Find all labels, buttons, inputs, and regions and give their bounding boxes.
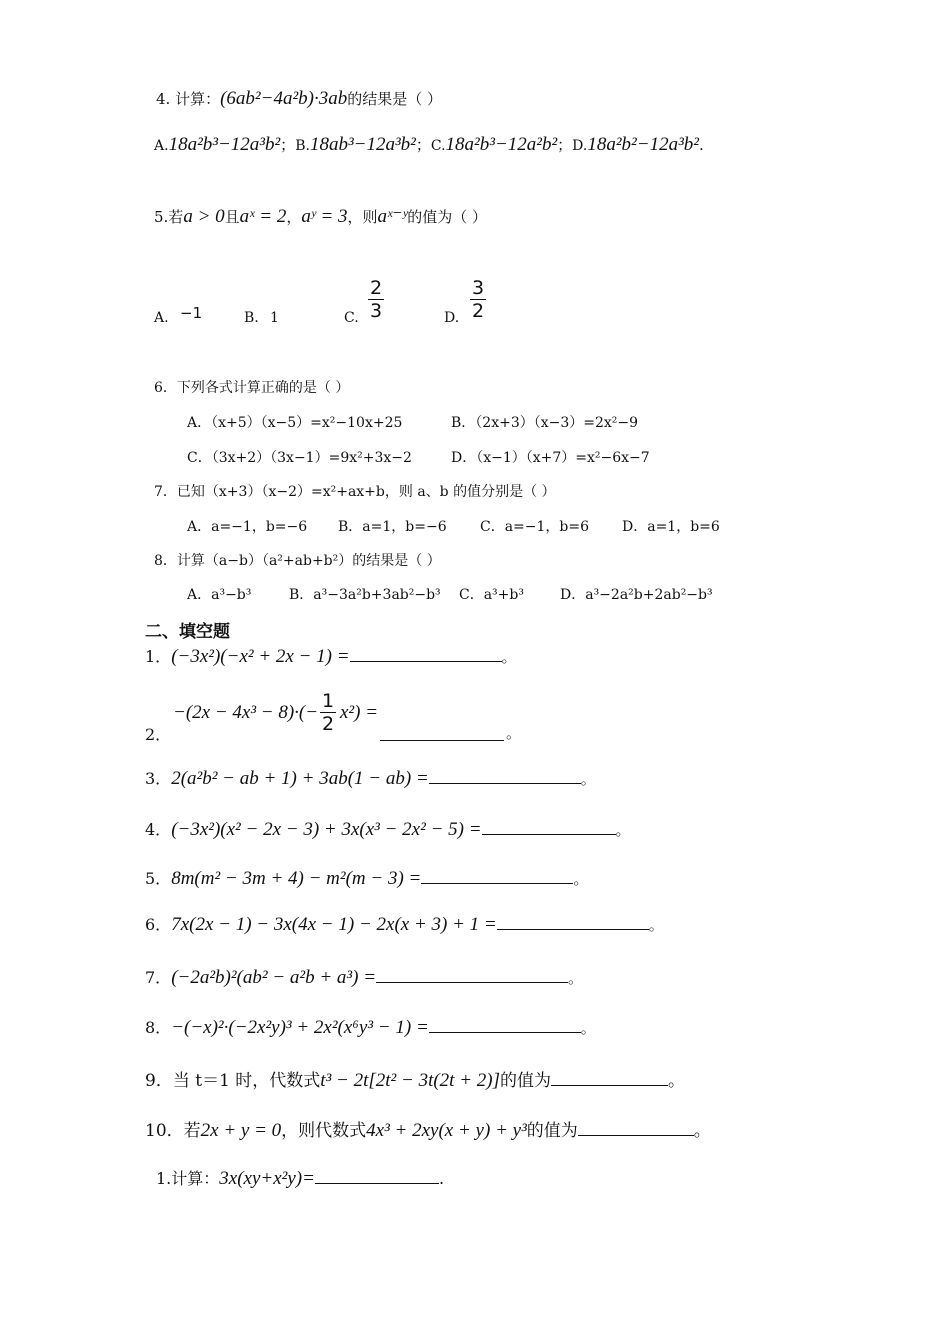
answer-blank[interactable] <box>429 1031 581 1033</box>
fill-number: 9． <box>145 1071 173 1091</box>
q4-option-c: 18a²b³−12a²b² <box>445 134 558 155</box>
answer-blank[interactable] <box>421 882 573 884</box>
fill-number: 2． <box>145 725 172 744</box>
question-8-stem: 8．计算（a−b）（a²+ab+b²）的结果是（ ） <box>154 553 441 569</box>
q5-option-d-numerator: 3 <box>472 277 485 299</box>
fraction-denominator: 2 <box>322 713 335 735</box>
q5-option-c-numerator: 2 <box>370 277 383 299</box>
q6-option-a: A．（x+5）（x−5）=x²−10x+25 <box>187 415 403 431</box>
q5-text: 且 <box>224 208 240 226</box>
q5-option-c-label: C. <box>344 310 359 326</box>
q8-option-b: B．a³−3a²b+3ab²−b³ <box>289 587 441 603</box>
q8-option-a: A．a³−b³ <box>187 587 252 603</box>
q5-option-a: −1 <box>180 304 203 322</box>
fill-text: 若 <box>183 1121 201 1141</box>
fill-item-8 <box>145 1015 596 1039</box>
fill-number: 5． <box>145 869 172 888</box>
extra-label: 计算： <box>171 1169 220 1188</box>
fill-item-9 <box>145 1066 685 1092</box>
q4-prefix: 4. 计算： <box>156 90 221 108</box>
fill-2-fraction <box>320 690 336 735</box>
fill-number: 4． <box>145 820 172 839</box>
q5-option-b: 1 <box>270 310 279 326</box>
fill-number: 1． <box>145 647 172 666</box>
q4-option-a: 18a²b³−12a³b² <box>168 134 281 155</box>
fill-expression: 2x + y = 0 <box>200 1120 282 1141</box>
fill-number: 7． <box>145 968 172 987</box>
answer-blank[interactable] <box>376 981 568 983</box>
fill-item-1 <box>145 644 517 668</box>
fill-number: 6． <box>145 915 172 934</box>
q6-option-b: B．（2x+3）（x−3）=2x²−9 <box>451 415 639 431</box>
question-4-stem <box>156 88 442 110</box>
q5-target: aˣ⁻ʸ <box>377 206 408 227</box>
q5-option-d-fraction <box>470 277 486 322</box>
fill-end: 。 <box>580 1019 596 1037</box>
answer-blank[interactable] <box>429 782 581 784</box>
q4-sep: ； <box>557 136 573 154</box>
fill-number: 3． <box>145 769 172 788</box>
fill-number: 8． <box>145 1018 172 1037</box>
q8-option-d: D．a³−2a²b+2ab²−b³ <box>560 587 713 603</box>
q5-condition-2: aˣ = 2 <box>239 206 287 227</box>
fill-end: 。 <box>580 770 596 788</box>
q4-sep: ； <box>280 136 296 154</box>
q7-option-a: A．a=−1，b=−6 <box>187 519 308 535</box>
q6-option-c: C．（3x+2）（3x−1）=9x²+3x−2 <box>187 450 412 466</box>
fill-end: 。 <box>615 821 631 839</box>
extra-item-1 <box>156 1166 444 1190</box>
q5-option-a-label: A. <box>154 310 169 326</box>
q4-option-b: 18ab³−12a³b² <box>309 134 416 155</box>
answer-blank[interactable] <box>551 1084 668 1086</box>
fill-expression: −(2x − 4x³ − 8)·(− <box>173 702 319 723</box>
fill-end: 。 <box>568 969 584 987</box>
q5-option-c-fraction <box>368 277 384 322</box>
fill-expression: (−3x²)(x² − 2x − 3) + 3x(x³ − 2x² − 5) = <box>171 819 482 840</box>
q5-text: ， <box>286 208 302 226</box>
q4-option-d: 18a²b²−12a³b² <box>587 134 699 155</box>
q4-option-c-label: C. <box>430 138 446 154</box>
q7-option-d: D．a=1，b=6 <box>622 519 720 535</box>
fill-item-7 <box>145 965 583 989</box>
answer-blank[interactable] <box>350 660 502 662</box>
q7-option-b: B．a=1，b=−6 <box>338 519 447 535</box>
question-4-options <box>154 134 704 156</box>
fill-number: 10． <box>145 1121 184 1141</box>
fill-expression: −(−x)²·(−2x²y)³ + 2x²(x⁶y³ − 1) = <box>171 1017 429 1038</box>
extra-number: 1. <box>156 1169 172 1188</box>
fill-text: 当 t＝1 时，代数式 <box>172 1071 321 1091</box>
answer-blank[interactable] <box>578 1134 694 1136</box>
fill-expression: 2(a²b² − ab + 1) + 3ab(1 − ab) = <box>171 768 429 789</box>
q4-option-a-label: A. <box>154 138 169 154</box>
extra-end: . <box>438 1169 445 1188</box>
question-6-stem: 6．下列各式计算正确的是（ ） <box>154 380 350 396</box>
answer-blank[interactable] <box>380 739 504 741</box>
fill-text: 的值为 <box>526 1121 578 1141</box>
fill-item-4 <box>145 817 631 841</box>
q5-option-d-label: D. <box>444 310 460 326</box>
fill-expression: 8m(m² − 3m + 4) − m²(m − 3) = <box>171 868 422 889</box>
q5-option-d-denominator: 2 <box>472 300 485 322</box>
fill-text: 的值为 <box>500 1071 551 1091</box>
fill-end: 。 <box>668 1071 685 1091</box>
fill-item-3 <box>145 766 596 790</box>
q5-option-b-label: B. <box>244 310 259 326</box>
fill-text: ，则代数式 <box>281 1121 367 1141</box>
fill-item-5 <box>145 866 588 890</box>
q5-condition-3: aʸ = 3 <box>301 206 348 227</box>
fill-expression: (−3x²)(−x² + 2x − 1) = <box>171 646 350 667</box>
fill-expression: 4x³ + 2xy(x + y) + y³ <box>366 1120 527 1141</box>
q8-option-c: C．a³+b³ <box>459 587 524 603</box>
q4-suffix: 的结果是（ ） <box>347 90 442 108</box>
fill-item-6 <box>145 912 664 936</box>
fill-end: 。 <box>693 1121 711 1141</box>
fraction-numerator: 1 <box>322 690 335 712</box>
fill-end: 。 <box>501 648 517 666</box>
q4-expression: (6ab²−4a²b)·3ab <box>220 88 348 109</box>
answer-blank[interactable] <box>497 928 649 930</box>
question-7-stem: 7．已知（x+3）（x−2）=x²+ax+b，则 a、b 的值分别是（ ） <box>154 484 556 500</box>
q7-option-c: C．a=−1，b=6 <box>480 519 590 535</box>
fill-expression: x²) = <box>340 702 379 723</box>
q5-text: 5.若 <box>154 208 184 226</box>
answer-blank[interactable] <box>482 833 616 835</box>
fill-expression: t³ − 2t[2t² − 3t(2t + 2)] <box>320 1070 500 1091</box>
q4-option-d-label: D. <box>572 138 588 154</box>
section-fill-in-title: 二、填空题 <box>145 622 230 642</box>
fill-end: 。 <box>648 916 664 934</box>
q6-option-d: D．（x−1）（x+7）=x²−6x−7 <box>451 450 650 466</box>
q4-option-b-label: B. <box>295 138 310 154</box>
answer-blank[interactable] <box>315 1182 439 1184</box>
fill-expression: (−2a²b)²(ab² − a²b + a³) = <box>171 967 377 988</box>
q5-text: ，则 <box>347 208 378 226</box>
q4-sep: ； <box>415 136 431 154</box>
q5-condition-1: a > 0 <box>183 206 225 227</box>
fill-end: 。 <box>573 870 589 888</box>
fill-item-10 <box>145 1116 711 1142</box>
extra-expression: 3x(xy+x²y)= <box>219 1168 315 1189</box>
q5-option-c-denominator: 3 <box>370 300 383 322</box>
fill-expression: 7x(2x − 1) − 3x(4x − 1) − 2x(x + 3) + 1 = <box>171 914 497 935</box>
question-5-stem <box>154 205 487 228</box>
fill-end: 。 <box>506 724 522 742</box>
q5-text: 的值为（ ） <box>407 208 488 226</box>
q4-end: . <box>698 136 704 154</box>
